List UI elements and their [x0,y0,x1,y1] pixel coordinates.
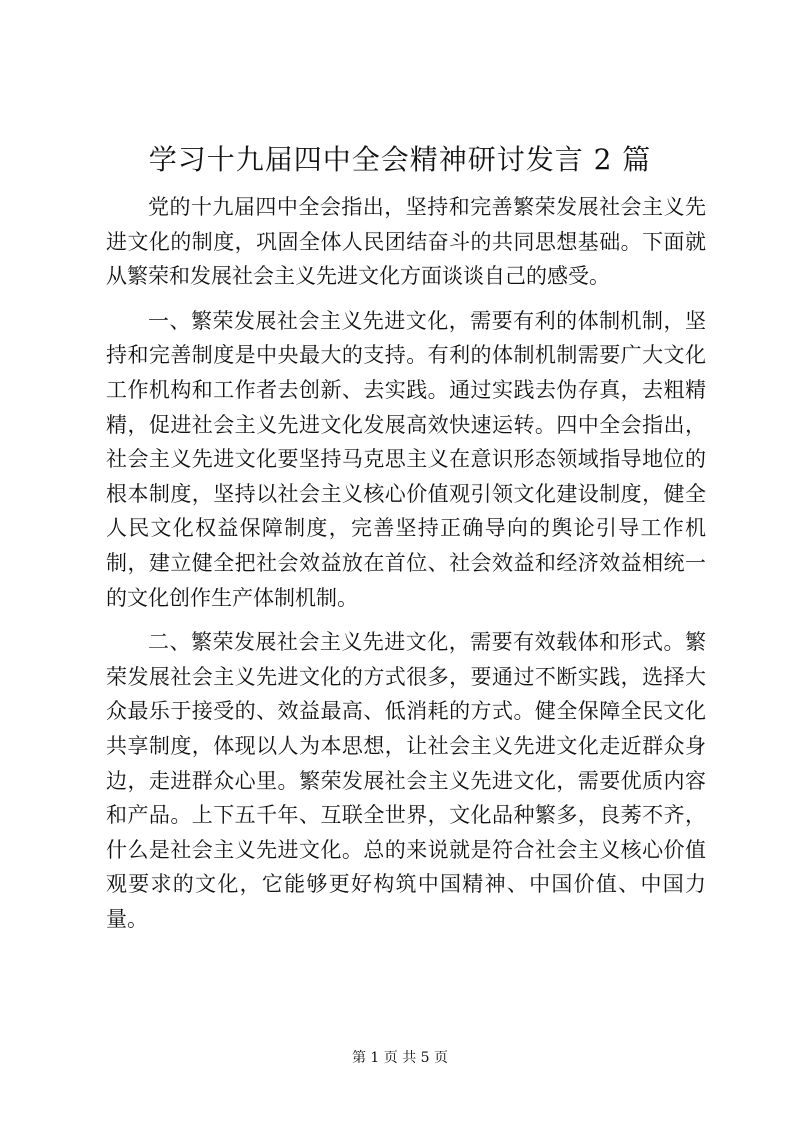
document-body [106,190,706,946]
paragraph-section-two: 二、繁荣发展社会主义先进文化，需要有效载体和形式。繁荣发展社会主义先进文化的方式很多，要通过不断实践，选择大众最乐于接受的、效益最高、低消耗的方式。健全保障全民文化共享制度，体现以人为本思想，让社会主义先进文化走近群众身边，走进群众心里。繁荣发展社会主义先进文化，需要优质内容和产品。上下五千年、互联全世界，文化品种繁多，良莠不齐，什么是社会主义先进文化。总的来说就是符合社会主义核心价值观要求的文化，它能够更好构筑中国精神、中国价值、中国力量。 [106,630,706,931]
document-title: 学习十九届四中全会精神研讨发言 2 篇 [148,143,652,176]
page-number-footer: 第 1 页 共 5 页 [351,1050,449,1066]
paragraph-section-one: 一、繁荣发展社会主义先进文化，需要有利的体制机制，坚持和完善制度是中央最大的支持。有利的体制机制需要广大文化工作机构和工作者去创新、去实践。通过实践去伪存真，去粗精精，促进社会主义先进文化发展高效快速运转。四中全会指出，社会主义先进文化要坚持马克思主义在意识形态领域指导地位的根本制度，坚持以社会主义核心价值观引领文化建设制度，健全人民文化权益保障制度，完善坚持正确导向的舆论引导工作机制，建立健全把社会效益放在首位、社会效益和经济效益相统一的文化创作生产体制机制。 [106,308,706,610]
paragraph-intro: 党的十九届四中全会指出，坚持和完善繁荣发展社会主义先进文化的制度，巩固全体人民团结奋斗的共同思想基础。下面就从繁荣和发展社会主义先进文化方面谈谈自己的感受。 [106,195,706,289]
